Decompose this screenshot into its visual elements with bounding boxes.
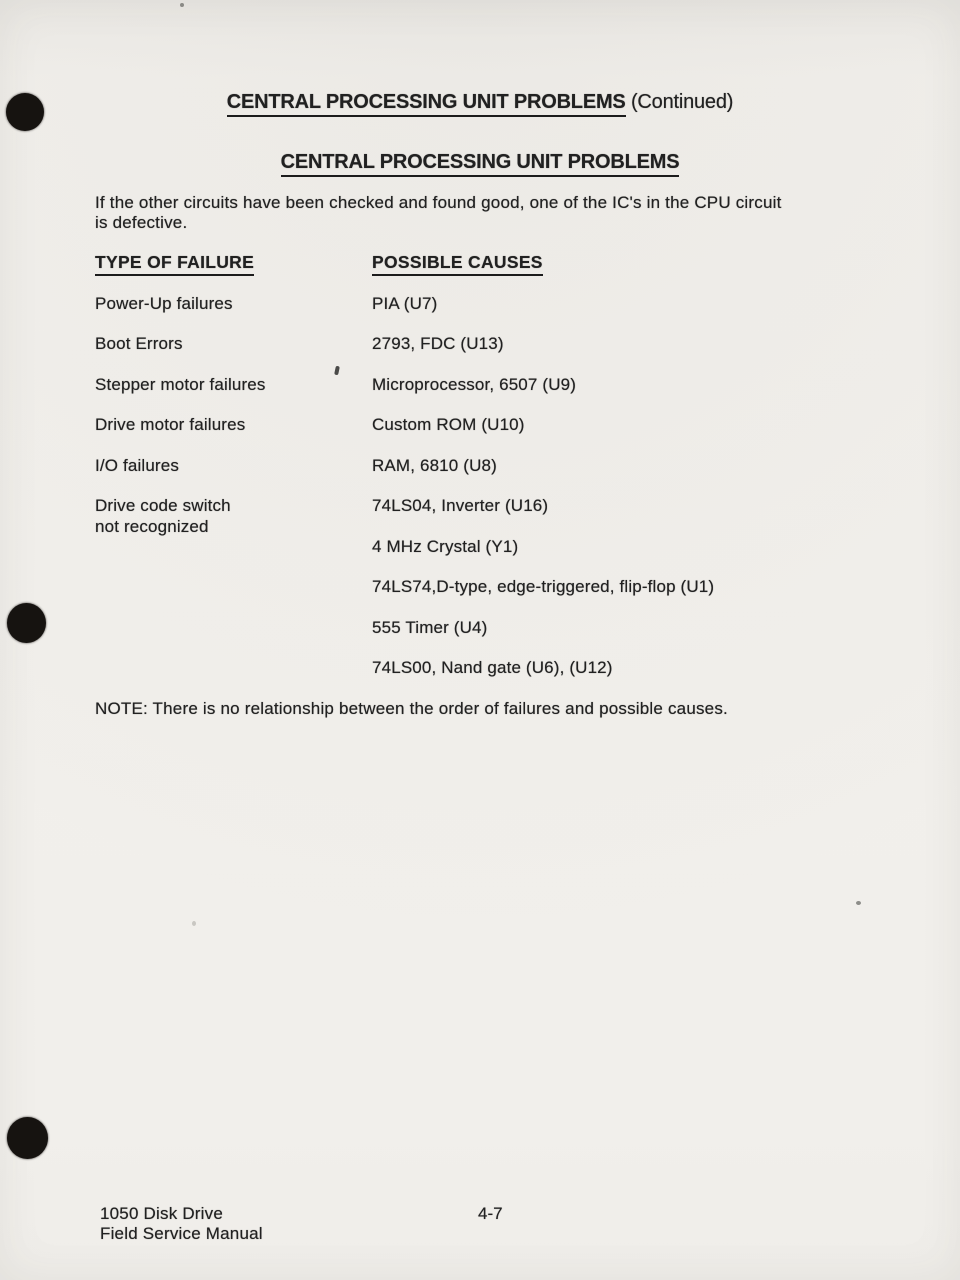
causes-cell xyxy=(372,334,905,355)
causes-cell xyxy=(372,375,905,396)
page-number: 4-7 xyxy=(478,1204,503,1223)
footer-document-id xyxy=(100,1204,263,1244)
failure-cell xyxy=(95,375,372,396)
causes-header-cell xyxy=(372,252,905,274)
table-row xyxy=(95,496,905,679)
cause-line: Microprocessor, 6507 (U9) xyxy=(372,374,577,394)
footer-doc-line1: 1050 Disk Drive xyxy=(100,1204,223,1223)
cause-line: 74LS00, Nand gate (U6), (U12) xyxy=(372,658,613,677)
table-row xyxy=(95,456,905,477)
intro-line: is defective. xyxy=(95,213,188,232)
failure-cell xyxy=(95,456,372,477)
failure-line: not recognized xyxy=(95,516,209,536)
cause-line: 74LS74,D-type, edge-triggered, flip-flop (U1) xyxy=(372,577,715,596)
column-header-failure: TYPE OF FAILURE xyxy=(95,252,254,276)
scan-artifact xyxy=(180,3,184,7)
section-title-text: CENTRAL PROCESSING UNIT PROBLEMS xyxy=(281,151,680,177)
note-text: NOTE: There is no relationship between the order of failures and possible causes. xyxy=(95,698,728,718)
cause-line: 74LS04, Inverter (U16) xyxy=(372,496,549,515)
column-header-causes: POSSIBLE CAUSES xyxy=(372,252,543,276)
page-header-title xyxy=(0,91,960,114)
table-header-row xyxy=(95,252,905,274)
header-title-suffix: (Continued) xyxy=(630,91,734,113)
failure-line: Drive code switch xyxy=(95,496,231,515)
failure-header-cell xyxy=(95,252,372,274)
scan-artifact xyxy=(192,921,196,926)
failure-cell xyxy=(95,294,372,315)
section-title xyxy=(0,151,960,174)
punch-hole-middle xyxy=(7,603,46,643)
failure-line: I/O failures xyxy=(95,455,179,475)
cause-line: RAM, 6810 (U8) xyxy=(372,455,497,475)
cause-line: 2793, FDC (U13) xyxy=(372,334,504,353)
cause-line: PIA (U7) xyxy=(372,293,438,313)
intro-paragraph xyxy=(95,193,782,233)
table-row xyxy=(95,294,905,315)
failure-line: Stepper motor failures xyxy=(95,374,266,394)
table-row xyxy=(95,415,905,436)
punch-hole-bottom xyxy=(7,1117,48,1159)
failure-line: Power-Up failures xyxy=(95,293,233,313)
failure-table xyxy=(95,252,905,719)
causes-cell xyxy=(372,415,905,436)
cause-line: 4 MHz Crystal (Y1) xyxy=(372,536,519,556)
failure-cell xyxy=(95,334,372,355)
cause-line: 555 Timer (U4) xyxy=(372,617,488,637)
intro-line: If the other circuits have been checked and found good, one of the IC's in the CPU circuit xyxy=(95,193,782,212)
table-row xyxy=(95,375,905,396)
table-row xyxy=(95,334,905,355)
table-body xyxy=(95,294,905,679)
failure-line: Drive motor failures xyxy=(95,415,246,434)
footer-doc-line2: Field Service Manual xyxy=(100,1224,263,1243)
failure-cell xyxy=(95,415,372,436)
failure-cell xyxy=(95,496,372,537)
cause-line: Custom ROM (U10) xyxy=(372,415,525,434)
causes-cell xyxy=(372,456,905,477)
failure-line: Boot Errors xyxy=(95,334,183,353)
header-title-text: CENTRAL PROCESSING UNIT PROBLEMS xyxy=(227,91,626,117)
scan-artifact xyxy=(856,901,861,905)
causes-cell xyxy=(372,496,905,679)
causes-cell xyxy=(372,294,905,315)
